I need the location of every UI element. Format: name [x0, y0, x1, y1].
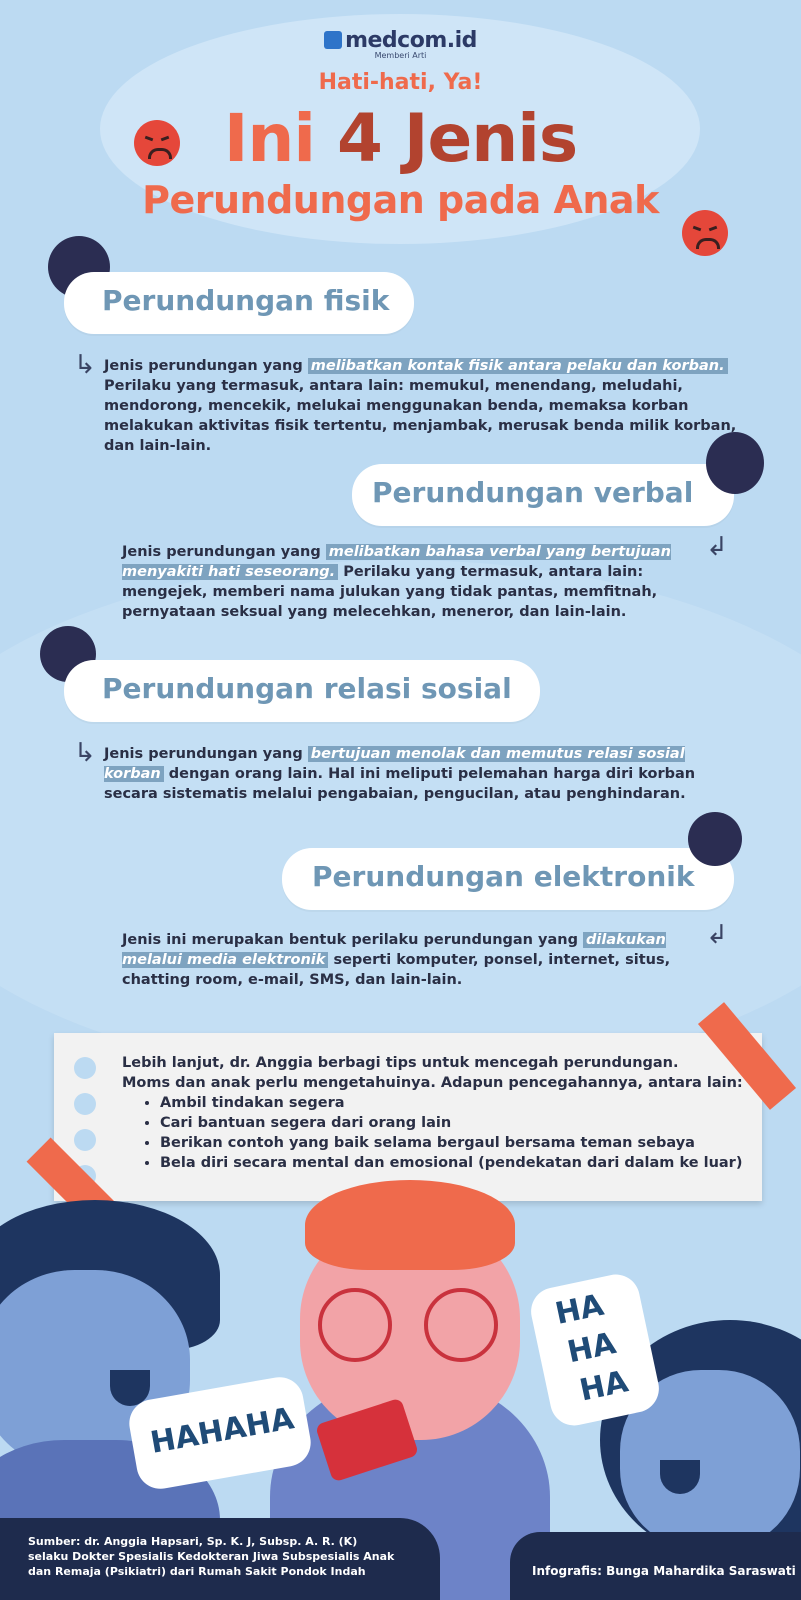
source-line: dan Remaja (Psikiatri) dari Rumah Sakit Pondok Indah — [28, 1565, 366, 1578]
bubble-text: HA — [576, 1364, 632, 1409]
bubble-text: HA — [564, 1326, 619, 1371]
text-pre: Jenis perundungan yang — [122, 544, 326, 560]
section-heading-fisik — [64, 272, 414, 334]
kicker: Hati-hati, Ya! — [318, 70, 483, 95]
text-highlight: bertujuan menolak dan memutus relasi sosial korban — [104, 746, 685, 782]
section-title: Perundungan relasi sosial — [102, 672, 512, 705]
glasses-icon — [318, 1288, 392, 1362]
section-text — [104, 744, 744, 804]
logo-text: medcom.id — [345, 28, 477, 53]
kid-hair-icon — [688, 812, 742, 866]
text-post: dengan orang lain. Hal ini meliputi pelemahan harga diri korban secara sistematis melalui pengabaian, pengucilan, atau penghindaran. — [104, 766, 696, 802]
medcom-logo-icon — [324, 31, 342, 49]
bubble-text: HAHAHA — [147, 1401, 297, 1461]
source-line: selaku Dokter Spesialis Kedokteran Jiwa Subspesialis Anak — [28, 1550, 395, 1563]
section-title: Perundungan elektronik — [312, 860, 695, 893]
text-highlight: melibatkan kontak fisik antara pelaku dan korban. — [308, 358, 728, 374]
tips-item: • Berikan contoh yang baik selama bergaul bersama teman sebaya — [160, 1133, 743, 1153]
text-post: Perilaku yang termasuk, antara lain: mengejek, memberi nama julukan yang tidak pantas, memfitnah, pernyataan seksual yang melecehkan, meneror, dan lain-lain. — [122, 564, 658, 620]
tips-item: • Bela diri secara mental dan emosional (pendekatan dari dalam ke luar) — [160, 1153, 743, 1173]
source-line: Sumber: dr. Anggia Hapsari, Sp. K. J, Subsp. A. R. (K) — [28, 1535, 358, 1548]
section-text — [104, 356, 744, 456]
arrow-down-left-icon: ↲ — [706, 920, 728, 950]
logo — [0, 28, 801, 60]
arrow-down-right-icon: ↳ — [74, 350, 96, 380]
text-post: Perilaku yang termasuk, antara lain: memukul, menendang, meludahi, mendorong, mencekik, melukai menggunakan benda, memaksa korban melakukan aktivitas fisik tertentu, menjambak, merusak benda milik korban, dan lain-lain. — [104, 378, 737, 454]
tips-item: • Ambil tindakan segera — [160, 1093, 743, 1113]
angry-face-icon — [682, 210, 728, 256]
glasses-icon — [424, 1288, 498, 1362]
section-heading-elektronik — [282, 848, 734, 910]
section-text — [122, 542, 712, 622]
arrow-down-right-icon: ↳ — [74, 738, 96, 768]
credit-text: Infografis: Bunga Mahardika Saraswati — [532, 1564, 796, 1578]
tips-item: • Cari bantuan segera dari orang lain — [160, 1113, 743, 1133]
arrow-down-left-icon: ↲ — [706, 532, 728, 562]
tips-text — [122, 1053, 743, 1173]
section-heading-verbal — [352, 464, 734, 526]
logo-tagline: Memberi Arti — [374, 51, 427, 60]
page-subtitle: Perundungan pada Anak — [142, 178, 659, 222]
source-text — [28, 1534, 394, 1579]
page-title — [0, 100, 801, 177]
text-highlight: melibatkan bahasa verbal yang bertujuan menyakiti hati seseorang. — [122, 544, 671, 580]
section-heading-relasi-sosial — [64, 660, 540, 722]
tips-note — [54, 1033, 762, 1201]
tips-list — [122, 1093, 743, 1173]
binder-hole — [74, 1129, 96, 1151]
tips-intro-1: Lebih lanjut, dr. Anggia berbagi tips untuk mencegah perundungan. — [122, 1055, 679, 1071]
center-boy-hair — [305, 1180, 515, 1270]
binder-hole — [74, 1093, 96, 1115]
text-pre: Jenis perundungan yang — [104, 746, 308, 762]
kid-hair-icon — [706, 432, 764, 494]
section-title: Perundungan fisik — [102, 284, 390, 317]
text-post: seperti komputer, ponsel, internet, situs, chatting room, e-mail, SMS, dan lain-lain. — [122, 952, 671, 988]
bg-blob-wave — [0, 560, 801, 1080]
section-title: Perundungan verbal — [372, 476, 694, 509]
title-part1: Ini — [223, 100, 338, 177]
speech-bubble-right — [527, 1270, 664, 1430]
text-pre: Jenis ini merupakan bentuk perilaku perundungan yang — [122, 932, 584, 948]
section-text — [122, 930, 692, 990]
angry-face-icon — [134, 120, 180, 166]
title-part2: 4 Jenis — [337, 100, 578, 177]
text-highlight: dilakukan melalui media elektronik — [122, 932, 666, 968]
tips-intro-2: Moms dan anak perlu mengetahuinya. Adapun pencegahannya, antara lain: — [122, 1075, 743, 1091]
binder-hole — [74, 1057, 96, 1079]
text-pre: Jenis perundungan yang — [104, 358, 308, 374]
bubble-text: HA — [552, 1287, 607, 1332]
